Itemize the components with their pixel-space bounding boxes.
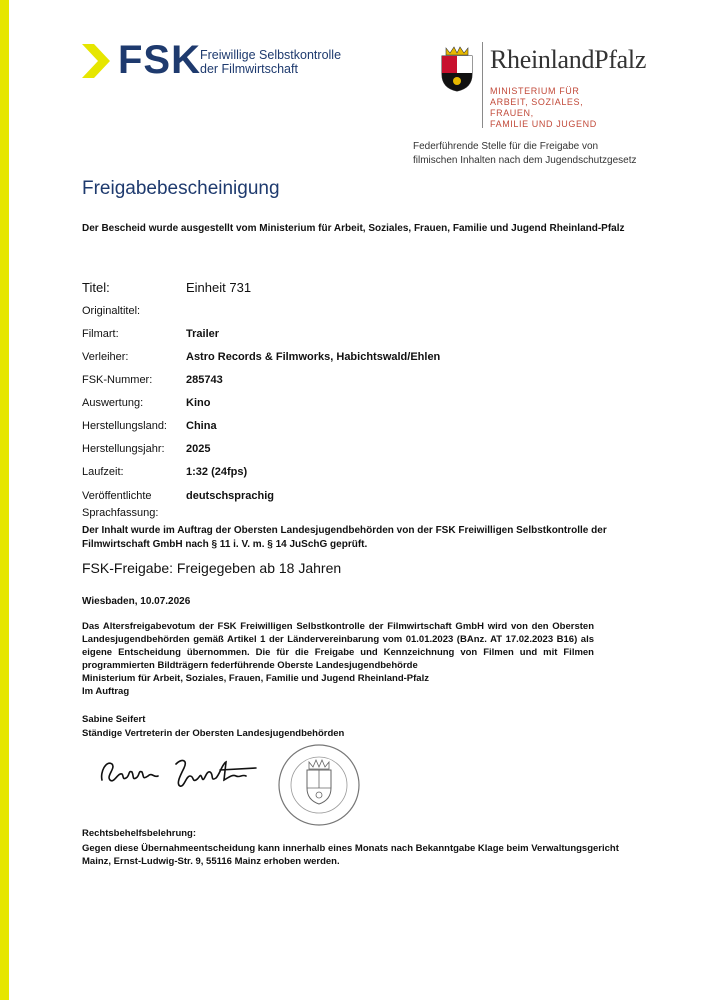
- document-title: Freigabebescheinigung: [82, 178, 280, 199]
- signer-name: Sabine Seifert: [82, 714, 146, 725]
- fsk-tagline: Freiwillige Selbstkontrolle der Filmwirtschaft: [200, 48, 342, 76]
- certificate-fields: [82, 280, 642, 522]
- rlp-claim: Federführende Stelle für die Freigabe von filmischen Inhalten nach dem Jugendschutzgesetz: [413, 141, 637, 166]
- legal-remedy-text: Gegen diese Übernahmeentscheidung kann innerhalb eines Monats nach Bekanntgabe Klage beim Verwaltungsgericht Mainz, Ernst-Ludwig-Str. 9, 55116 Mainz erhoben werden.: [82, 843, 619, 867]
- issued-by-statement: Der Bescheid wurde ausgestellt vom Ministerium für Arbeit, Soziales, Frauen, Familie und Jugend Rheinland-Pfalz: [82, 223, 625, 234]
- place-date: Wiesbaden, 10.07.2026: [82, 596, 191, 607]
- field-row-runtime: Laufzeit: 1:32 (24fps): [82, 466, 248, 478]
- field-row-title: Titel: Einheit 731: [82, 280, 252, 295]
- rlp-ministry-name: MINISTERIUM FÜR ARBEIT, SOZIALES, FRAUEN, FAMILIE UND JUGEND: [490, 86, 597, 129]
- field-row-year: Herstellungsjahr: 2025: [82, 443, 211, 455]
- rlp-logo-text: RheinlandPfalz: [490, 45, 647, 74]
- signature-image: [96, 750, 276, 794]
- signer-role: Ständige Vertreterin der Obersten Landesjugendbehörden: [82, 728, 345, 739]
- examined-statement: Der Inhalt wurde im Auftrag der Obersten Landesjugendbehörden von der FSK Freiwilligen Selbstkontrolle der Filmwirtschaft GmbH nach § 11 i. V. m. § 14 JuSchG geprüft.: [82, 525, 607, 550]
- rlp-divider: [482, 42, 483, 128]
- adoption-paragraph: Das Altersfreigabevotum der FSK Freiwilligen Selbstkontrolle der Filmwirtschaft GmbH wird von den Obersten Landesjugendbehörden gemäß Artikel 1 der Ländervereinbarung vom 01.01.2023 (BAnz. AT 17.02.2023 B16) als eigene Entscheidung übernommen. Die für die Freigabe und Kennzeichnung von Filmen und mit Filmen programmierten Bildträgern federführende Oberste Landesjugendbehörde Ministerium für Arbeit, Soziales, Frauen, Familie und Jugend Rheinland-Pfalz Im Auftrag: [82, 621, 594, 697]
- ministry-seal-icon: [276, 742, 362, 828]
- field-row-country: Herstellungsland: China: [82, 420, 217, 432]
- legal-heading: Rechtsbehelfsbelehrung:: [82, 828, 197, 839]
- chevron-right-icon: [82, 44, 110, 78]
- release-rating: FSK-Freigabe: Freigegeben ab 18 Jahren: [82, 560, 342, 576]
- field-row-fsk-number: FSK-Nummer: 285743: [82, 374, 223, 386]
- field-row-distributor: Verleiher: Astro Records & Filmworks, Habichtswald/Ehlen: [82, 351, 441, 363]
- field-row-original-title: Originaltitel:: [82, 305, 141, 317]
- rlp-crest-icon: [440, 46, 474, 92]
- field-row-language: Veröffentlichte Sprachfassung: deutschsprachig: [82, 490, 275, 519]
- fsk-logo-text: FSK: [118, 38, 201, 82]
- field-row-film-type: Filmart: Trailer: [82, 328, 220, 340]
- yellow-edge-bar: [0, 0, 9, 1000]
- field-row-exploitation: Auswertung: Kino: [82, 397, 211, 409]
